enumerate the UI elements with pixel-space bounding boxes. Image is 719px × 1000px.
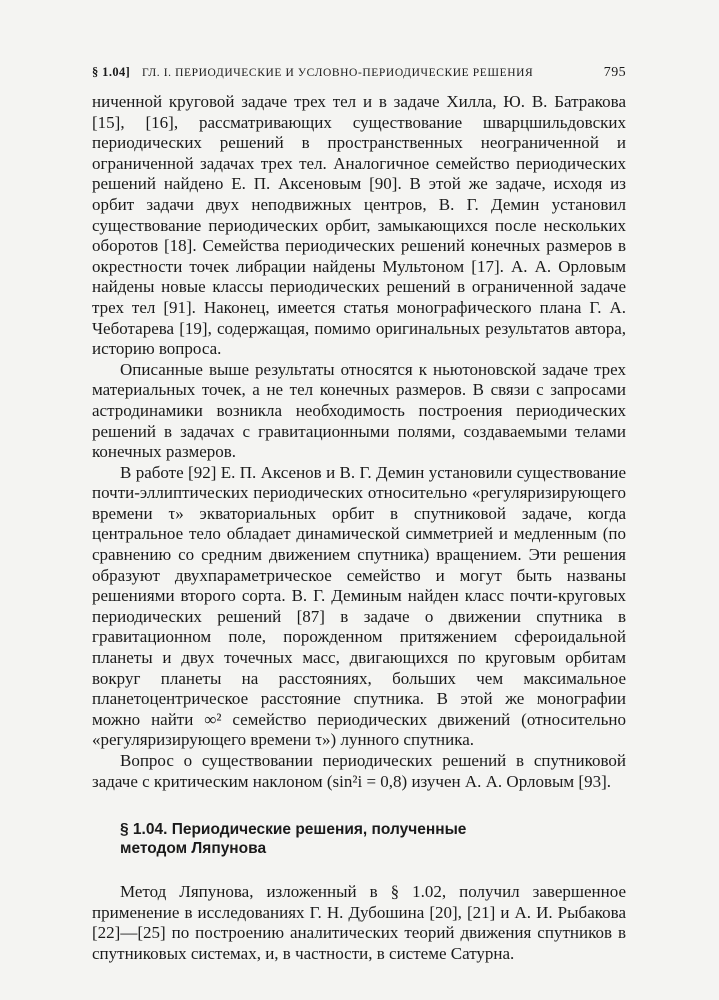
running-head — [92, 65, 626, 81]
running-head-title: ГЛ. I. ПЕРИОДИЧЕСКИЕ И УСЛОВНО-ПЕРИОДИЧЕСКИЕ РЕШЕНИЯ — [142, 67, 534, 79]
paragraph-4: Вопрос о существовании периодических решений в спутниковой задаче с критическим наклоном (sin²i = 0,8) изучен А. А. Орловым [93]. — [92, 751, 626, 791]
paragraph-2: Описанные выше результаты относятся к ньютоновской задаче трех материальных точек, а не тел конечных размеров. В связи с запросами астродинамики возникла необходимость построения периодических решений в задачах с гравитационными полями, создаваемыми телами конечных размеров. — [92, 359, 626, 462]
page-body — [92, 92, 626, 965]
paragraph-3: В работе [92] Е. П. Аксенов и В. Г. Демин установили существование почти-эллиптических периодических относительно «регуляризирующего времени τ» экваториальных орбит в спутниковой задаче, когда центральное тело обладает динамической симметрией и медленным (по сравнению со средним движением спутника) вращением. Эти решения образуют двухпараметрическое семейство и могут быть названы решениями второго сорта. В. Г. Деминым найден класс почти-круговых периодических решений [87] в задаче о движении спутника в гравитационном поле, порожденном притяжением сфероидальной планеты и двух точечных масс, двигающихся по круговым орбитам вокруг планеты на расстояниях, больших чем максимальное планетоцентрическое расстояние спутника. В этой же монографии можно найти ∞² семейство периодических движений (относительно «регуляризирующего времени τ») лунного спутника. — [92, 462, 626, 750]
section-heading — [92, 820, 626, 858]
section-heading-line-1: § 1.04. Периодические решения, полученные — [120, 821, 467, 839]
running-head-section: § 1.04] — [92, 65, 131, 79]
paragraph-5: Метод Ляпунова, изложенный в § 1.02, получил завершенное применение в исследованиях Г. Н. Дубошина [20], [21] и А. И. Рыбакова [22]—[25] по построению аналитических теорий движения спутников в спутниковых системах, и, в частности, в системе Сатурна. — [92, 882, 626, 963]
page-number: 795 — [603, 65, 626, 80]
section-heading-line-2: методом Ляпунова — [120, 840, 267, 858]
paragraph-1: ниченной круговой задаче трех тел и в задаче Хилла, Ю. В. Батракова [15], [16], рассматривающих существование шварцшильдовских периодических решений в пространственных неограниченной и ограниченной задачах трех тел. Аналогичное семейство периодических решений найдено Е. П. Аксеновым [90]. В этой же задаче, исходя из орбит задачи двух неподвижных центров, В. Г. Демин установил существование периодических орбит, замыкающихся после нескольких оборотов [18]. Семейства периодических решений конечных размеров в окрестности точек либрации найдены Мультоном [17]. А. А. Орловым найдены новые классы периодических решений в ограниченной задаче трех тел [91]. Наконец, имеется статья монографического плана Г. А. Чеботарева [19], содержащая, помимо оригинальных результатов автора, историю вопроса. — [92, 92, 626, 359]
